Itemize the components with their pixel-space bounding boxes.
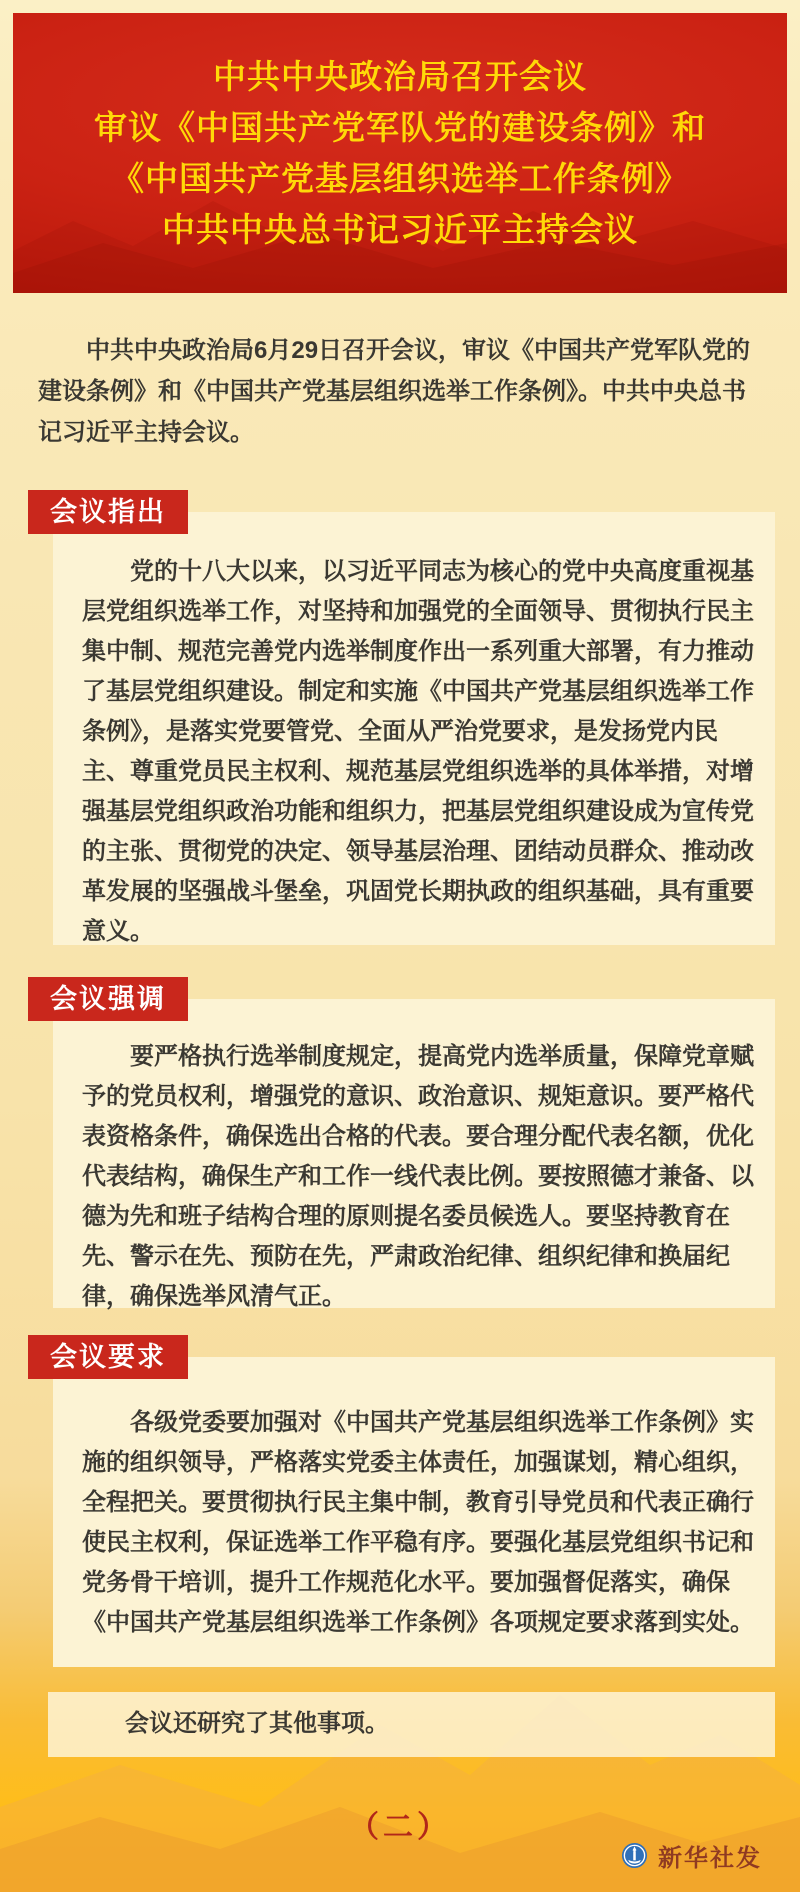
section-panel-huiyi-qiangdiao xyxy=(53,999,775,1308)
section-paragraph-huiyi-qiangdiao: 要严格执行选举制度规定，提高党内选举质量，保障党章赋予的党员权利，增强党的意识、政治意识、规矩意识。要严格代表资格条件，确保选出合格的代表。要合理分配代表名额，优化代表结构，确保生产和工作一线代表比例。要按照德才兼备、以德为先和班子结构合理的原则提名委员候选人。要坚持教育在先、警示在先、预防在先，严肃政治纪律、组织纪律和换届纪律，确保选举风清气正。 xyxy=(82,1043,754,1310)
note-text: 会议还研究了其他事项。 xyxy=(125,1710,389,1737)
note-panel xyxy=(48,1692,775,1757)
section-badge-huiyi-zhichu: 会议指出 xyxy=(28,490,188,534)
header-title-line-4: 中共中央总书记习近平主持会议 xyxy=(162,211,638,248)
section-badge-huiyi-yaoqiu: 会议要求 xyxy=(28,1335,188,1379)
header-title-line-1: 中共中央政治局召开会议 xyxy=(213,58,587,95)
header-title-block xyxy=(13,13,787,255)
intro-paragraph: 中共中央政治局6月29日召开会议，审议《中国共产党军队党的建设条例》和《中国共产党基层组织选举工作条例》。中共中央总书记习近平主持会议。 xyxy=(38,337,751,446)
section-panel-huiyi-yaoqiu xyxy=(53,1357,775,1667)
section-paragraph-huiyi-zhichu: 党的十八大以来，以习近平同志为核心的党中央高度重视基层党组织选举工作，对坚持和加强党的全面领导、贯彻执行民主集中制、规范完善党内选举制度作出一系列重大部署，有力推动了基层党组织建设。制定和实施《中国共产党基层组织选举工作条例》，是落实党要管党、全面从严治党要求，是发扬党内民主、尊重党员民主权利、规范基层党组织选举的具体举措，对增强基层党组织政治功能和组织力，把基层党组织建设成为宣传党的主张、贯彻党的决定、领导基层治理、团结动员群众、推动改革发展的坚强战斗堡垒，巩固党长期执政的组织基础，具有重要意义。 xyxy=(82,558,754,945)
section-panel-huiyi-zhichu xyxy=(53,512,775,945)
header-title-line-2: 审议《中国共产党军队党的建设条例》和 xyxy=(94,109,706,146)
section-badge-huiyi-qiangdiao: 会议强调 xyxy=(28,977,188,1021)
header-banner xyxy=(13,13,787,293)
credit-text: 新华社发 xyxy=(658,1845,762,1872)
xinhua-emblem-icon xyxy=(621,1842,648,1869)
credit-block xyxy=(621,1838,762,1873)
section-paragraph-huiyi-yaoqiu: 各级党委要加强对《中国共产党基层组织选举工作条例》实施的组织领导，严格落实党委主体责任，加强谋划，精心组织，全程把关。要贯彻执行民主集中制，教育引导党员和代表正确行使民主权利，保证选举工作平稳有序。要强化基层党组织书记和党务骨干培训，提升工作规范化水平。要加强督促落实，确保《中国共产党基层组织选举工作条例》各项规定要求落到实处。 xyxy=(82,1409,754,1636)
page-marker: （二） xyxy=(349,1811,451,1844)
header-title-line-3: 《中国共产党基层组织选举工作条例》 xyxy=(111,160,689,197)
